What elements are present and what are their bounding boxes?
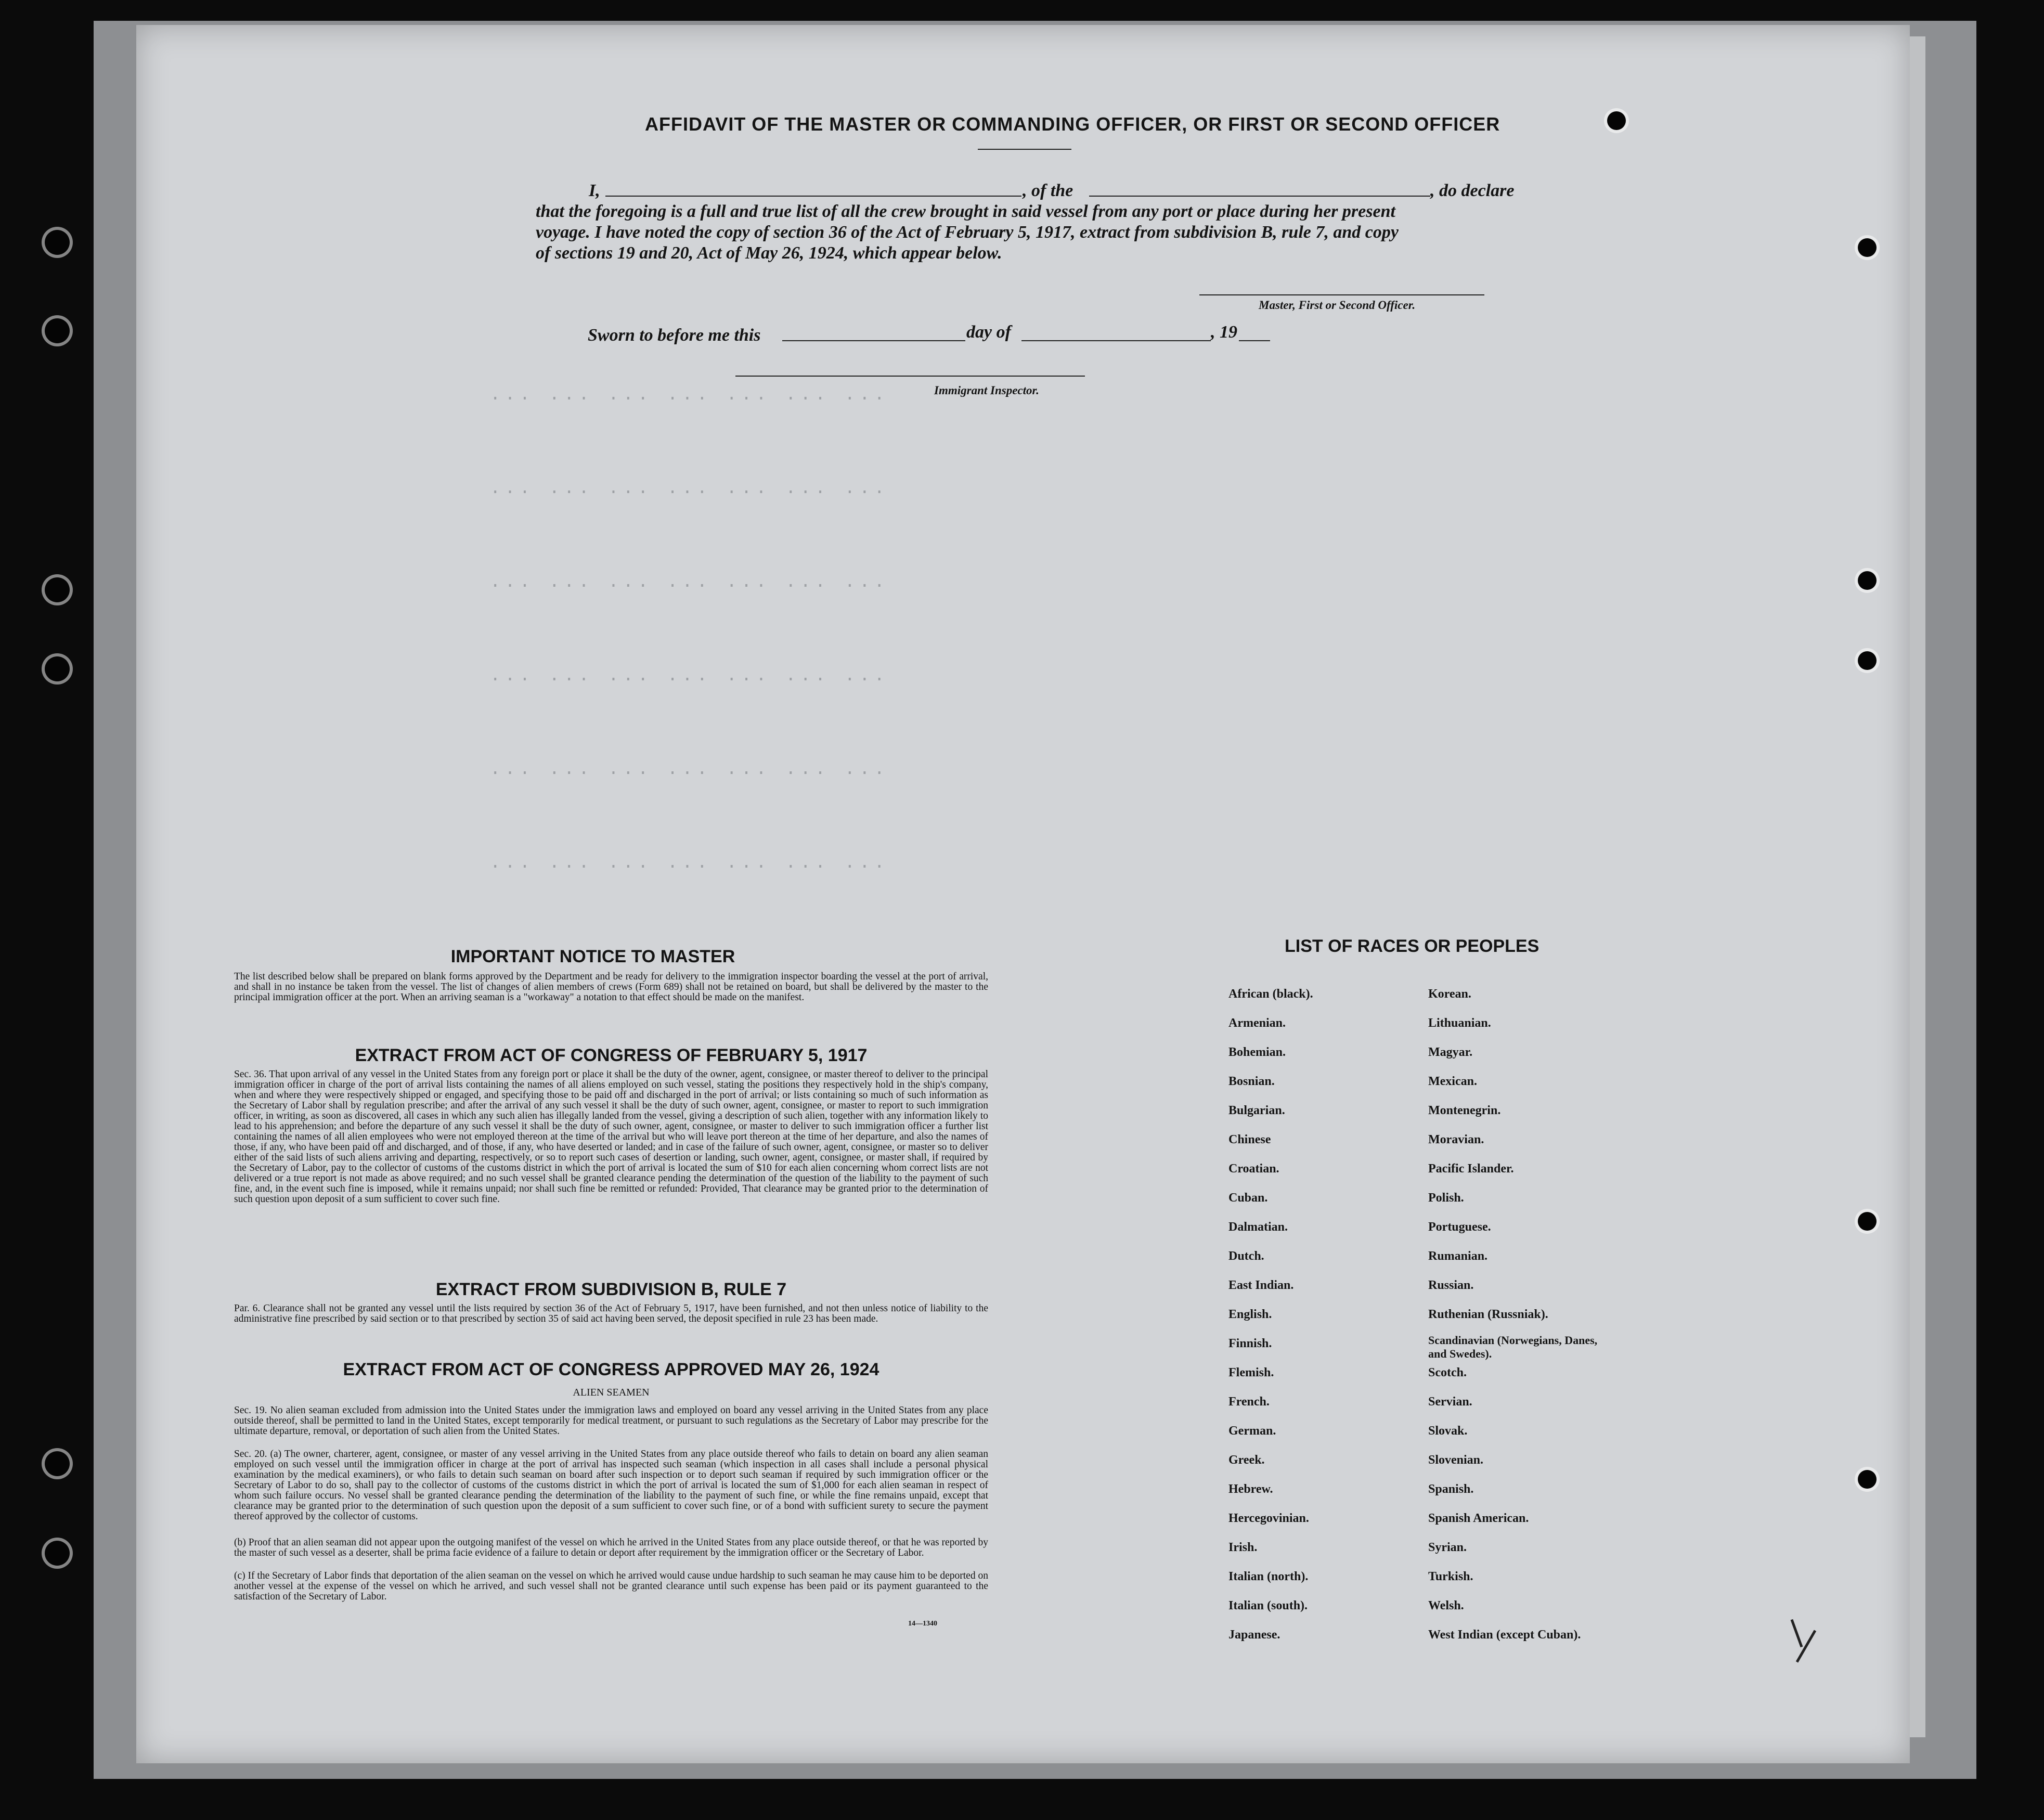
race-item: African (black). [1228,987,1313,1001]
notice-title: IMPORTANT NOTICE TO MASTER [450,947,735,966]
binder-hole [45,1541,70,1566]
race-item: Slovenian. [1428,1453,1484,1467]
race-item: Italian (south). [1228,1599,1308,1612]
race-item: Finnish. [1228,1337,1272,1350]
extract-1917-text: Sec. 36. That upon arrival of any vessel in the United States from any foreign port or place it shall be the duty of the owner, agent, consignee, or master thereof to deliver to the principal immigration officer in charge of the port of arrival lists containing the names of all aliens employed on such vessel, stating the positions they respectively hold in the ship's company, when and where they were respectively shipped or engaged, and specifying those to be paid off and discharged in the port of arrival; or lists containing so much of such information as the Secretary of Labor shall by regulation prescribe; and after the arrival of any such vessel it shall be the duty of such owner, agent, consignee, or master to report to such immigration officer, in writing, as soon as discovered, all cases in which any such alien has illegally landed from the vessel, giving a description of such alien, together with any information likely to lead to his apprehension; and before the departure of any such vessel it shall be the duty of such owner, agent, consignee, or master to deliver to such immigration officer a further list containing the names of all alien employees who were not employed thereon at the time of the arrival but who will leave port thereon at the time of her departure, and also the names of those, if any, who have been paid off and discharged, and of those, if any, who have deserted or landed; and in case of the failure of such owner, agent, consignee, or master so to deliver either of the said lists of such aliens arriving and departing, respectively, or so to report such cases of desertion or landing, such owner, agent, consignee, or master shall, if required by the Secretary of Labor, pay to the collector of customs of the customs district in which the port of arrival is located the sum of $10 for each alien concerning whom correct lists are not delivered or a true report is not made as above required; and no such vessel shall be granted clearance pending the determination of the question of the liability to the payment of such fine, and, in the event such fine is imposed, while it remains unpaid; nor shall such fine be remitted or refunded: Provided, That clearance may be granted prior to the determination of such question upon deposit of a sum sufficient to cover such fine. [234,1069,988,1205]
notice-text: The list described below shall be prepared on blank forms approved by the Department and be ready for delivery to the immigration inspector boarding the vessel at the port of arrival, and shall in no instance be taken from the vessel. The list of changes of alien members of crews (Form 689) shall not be retained on board, but shall be delivered by the master to the principal immigration officer at the port. When an arriving seaman is a "workaway" a notation to that effect should be made on the manifest. [234,971,988,1003]
binder-hole [1858,571,1877,590]
race-item: French. [1228,1395,1270,1409]
of-the-label: , of the [1023,181,1073,200]
race-item: Italian (north). [1228,1570,1309,1583]
form-number: 14—1340 [908,1620,937,1628]
race-item: Greek. [1228,1453,1265,1467]
race-item: West Indian (except Cuban). [1428,1628,1581,1642]
race-item: Turkish. [1428,1570,1473,1583]
extract-rule7-title: EXTRACT FROM SUBDIVISION B, RULE 7 [435,1280,787,1299]
binder-hole [45,1451,70,1476]
binder-hole [45,577,70,602]
race-item: Polish. [1428,1191,1464,1205]
affidavit-line-4: of sections 19 and 20, Act of May 26, 1924, which appear below. [536,243,1002,263]
affidavit-line-3: voyage. I have noted the copy of section 36 of the Act of February 5, 1917, extract from subdivision B, rule 7, and copy [536,223,1399,242]
sec-20a-text: Sec. 20. (a) The owner, charterer, agent, consignee, or master of any vessel arriving in the United States from any place outside thereof who fails to detain on board any alien seaman employed on such vessel until the immigration officer in charge at the port of arrival has inspected such seaman (which inspection in all cases shall include a personal physical examination by the medical examiners), or who fails to detain such seaman on board after such inspection or to deport such seaman if required by such immigration officer or the Secretary of Labor to do so, shall pay to the collector of customs of the customs district in which the port of arrival is located the sum of $1,000 for each alien seaman in respect of whom such failure occurs. No vessel shall be granted clearance pending the determination of the liability to the payment of such fine, or while the fine remains unpaid, except that clearance may be granted prior to the determination of such question upon the deposit of a sum sufficient to cover such fine, or of a bond with sufficient surety to secure the payment thereof approved by the collector of customs. [234,1449,988,1522]
race-item: East Indian. [1228,1279,1294,1292]
race-item: Dalmatian. [1228,1220,1288,1234]
race-item: Magyar. [1428,1045,1473,1059]
binder-hole [45,230,70,255]
sec-19-text: Sec. 19. No alien seaman excluded from admission into the United States under the immigration laws and employed on board any vessel arriving in the United States from any place outside thereof, shall be permitted to land in the United States, except temporarily for medical treatment, or pursuant to such regulations as the Secretary of Labor may prescribe for the ultimate departure, removal, or deportation of such alien from the United States. [234,1405,988,1437]
race-item: Pacific Islander. [1428,1162,1514,1176]
bleed-through-text: ··· ··· ··· ··· ··· ··· ··· [490,857,889,877]
bleed-through-text: ··· ··· ··· ··· ··· ··· ··· [490,670,889,690]
race-item: Armenian. [1228,1016,1286,1030]
bleed-through-text: ··· ··· ··· ··· ··· ··· ··· [490,483,889,502]
races-title: LIST OF RACES OR PEOPLES [1285,936,1540,956]
race-item: Bosnian. [1228,1075,1275,1088]
race-item: Cuban. [1228,1191,1268,1205]
race-item: Montenegrin. [1428,1104,1501,1117]
race-item: Spanish American. [1428,1512,1529,1525]
race-item: Syrian. [1428,1541,1467,1554]
affidavit-line-2: that the foregoing is a full and true list of all the crew brought in said vessel from any port or place during her present [536,202,1395,221]
extract-rule7-text: Par. 6. Clearance shall not be granted any vessel until the lists required by section 36 of the Act of February 5, 1917, have been furnished, and not then unless notice of liability to the administrative fine prescribed by said section or to that prescribed by section 35 of said act having been served, the deposit specified in rule 23 has been made. [234,1303,988,1324]
affiant-label: I, [589,181,600,200]
extract-1924-title: EXTRACT FROM ACT OF CONGRESS APPROVED MAY 26, 1924 [343,1360,879,1379]
affidavit-title: AFFIDAVIT OF THE MASTER OR COMMANDING OFFICER, OR FIRST OR SECOND OFFICER [645,113,1500,135]
race-item: Spanish. [1428,1482,1474,1496]
race-item: Hebrew. [1228,1482,1273,1496]
race-item: Irish. [1228,1541,1258,1554]
sworn-label: Sworn to before me this [588,326,761,345]
binder-hole [1607,111,1626,130]
alien-seamen-subtitle: ALIEN SEAMEN [573,1387,650,1398]
extract-1917-title: EXTRACT FROM ACT OF CONGRESS OF FEBRUARY 5, 1917 [355,1045,868,1065]
sworn-month-line [1021,340,1211,341]
race-item: Mexican. [1428,1075,1477,1088]
binder-hole [45,656,70,681]
bleed-through-text: ··· ··· ··· ··· ··· ··· ··· [490,576,889,596]
race-item: English. [1228,1308,1272,1321]
race-item: Lithuanian. [1428,1016,1491,1030]
master-signature-line [1199,294,1484,295]
year-label: , 19 [1211,322,1237,342]
race-item: Croatian. [1228,1162,1279,1176]
race-item: Korean. [1428,987,1471,1001]
race-item: Slovak. [1428,1424,1468,1438]
vessel-name-line [1089,196,1430,197]
race-item: Dutch. [1228,1249,1264,1263]
race-item: German. [1228,1424,1276,1438]
race-item: Scandinavian (Norwegians, Danes, and Swedes). [1428,1334,1598,1360]
race-item: Russian. [1428,1279,1474,1292]
sec-20b-text: (b) Proof that an alien seaman did not appear upon the outgoing manifest of the vessel on which he arrived in the United States from any place outside thereof, or that he was reported by the master of such vessel as a deserter, shall be prima facie evidence of a failure to detain or deport after requirement by the immigration officer or the Secretary of Labor. [234,1537,988,1558]
sworn-day-line [782,340,965,341]
title-underline [978,149,1071,150]
sec-20c-text: (c) If the Secretary of Labor finds that deportation of the alien seaman on the vessel on which he arrived would cause undue hardship to such seaman he may cause him to be deported on another vessel at the expense of the vessel on which he arrived, and such vessel shall not be granted clearance until such expense has been paid or its payment guaranteed to the satisfaction of the Secretary of Labor. [234,1570,988,1602]
race-item: Portuguese. [1428,1220,1491,1234]
race-item: Rumanian. [1428,1249,1488,1263]
day-of-label: day of [966,322,1011,342]
race-item: Hercegovinian. [1228,1512,1309,1525]
binder-hole [1858,1212,1877,1231]
race-item: Chinese [1228,1133,1271,1146]
binder-hole [1858,1470,1877,1489]
race-item: Servian. [1428,1395,1472,1409]
binder-hole [1858,651,1877,670]
race-item: Bohemian. [1228,1045,1286,1059]
bleed-through-text: ··· ··· ··· ··· ··· ··· ··· [490,764,889,783]
race-item: Ruthenian (Russniak). [1428,1308,1548,1321]
page-edge [1910,36,1925,1737]
bleed-through-text: ··· ··· ··· ··· ··· ··· ··· [490,389,889,409]
master-caption: Master, First or Second Officer. [1259,299,1416,312]
race-item: Welsh. [1428,1599,1464,1612]
binder-hole [1858,238,1877,257]
inspector-signature-line [735,376,1085,377]
sworn-year-line [1239,340,1270,341]
race-item: Moravian. [1428,1133,1484,1146]
do-declare-label: , do declare [1430,181,1515,200]
race-item: Scotch. [1428,1366,1467,1379]
race-item: Flemish. [1228,1366,1274,1379]
race-item: Japanese. [1228,1628,1280,1642]
inspector-caption: Immigrant Inspector. [934,384,1039,397]
binder-hole [45,318,70,343]
race-item: Bulgarian. [1228,1104,1285,1117]
affiant-name-line [605,196,1021,197]
